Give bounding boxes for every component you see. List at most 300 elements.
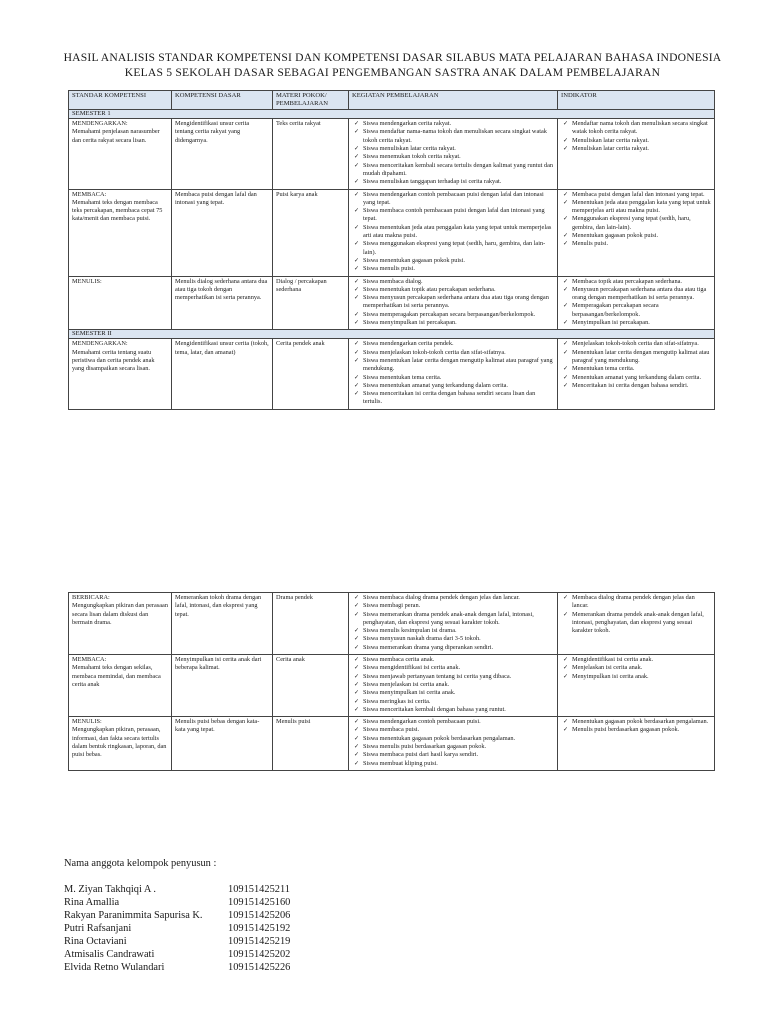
kegiatan-text: Siswa mendengarkan cerita pendek. [363, 340, 454, 348]
kegiatan-item [352, 673, 554, 681]
kegiatan-item [352, 390, 554, 407]
standar-kompetensi-cell [69, 655, 172, 717]
syllabus-table-page2 [68, 592, 715, 771]
indikator-item [561, 340, 711, 348]
indikator-item [561, 232, 711, 240]
table-row [69, 189, 715, 276]
checkmark-icon: ✓ [354, 294, 360, 302]
indikator-item [561, 319, 711, 327]
kegiatan-cell [349, 189, 558, 276]
checkmark-icon: ✓ [563, 365, 569, 373]
kegiatan-text: Siswa menceritakan kembali secara tertulis dengan kalimat yang runtut dan mudah dipahami. [363, 161, 554, 177]
checkmark-icon: ✓ [354, 751, 360, 759]
kegiatan-list [352, 656, 554, 714]
kegiatan-item [352, 319, 554, 327]
indikator-item [561, 365, 711, 373]
kegiatan-text: Siswa menceritakan kembali dengan bahasa yang runtut. [363, 705, 506, 713]
sk-label: BERBICARA: [72, 594, 110, 601]
sk-text: Mengungkapkan pikiran, perasaan, informasi, dan fakta secara tertulis dalam bentuk ringkasan, laporan, dan puisi bebas. [72, 726, 167, 759]
indikator-item [561, 137, 711, 145]
table-row [69, 655, 715, 717]
indikator-cell [558, 276, 715, 330]
indikator-text: Menyusun percakapan sederhana antara dua atau tiga orang dengan memperhatikan isi serta perannya. [572, 285, 707, 302]
kegiatan-text: Siswa menyimpulkan isi cerita anak. [363, 689, 456, 697]
checkmark-icon: ✓ [354, 153, 360, 161]
member-name: Rina Octaviani [64, 936, 127, 947]
indikator-item [561, 286, 711, 303]
materi-pokok-cell: Puisi karya anak [273, 189, 349, 276]
indikator-text: Menulis puisi. [572, 240, 609, 248]
member-row [64, 883, 290, 896]
checkmark-icon: ✓ [354, 672, 360, 680]
kegiatan-text: Siswa menentukan amanat yang terkandung dalam cerita. [363, 381, 508, 389]
member-nim: 109151425202 [228, 949, 291, 960]
kegiatan-item [352, 594, 554, 602]
kegiatan-item [352, 635, 554, 643]
indikator-text: Membaca dialog drama pendek dengan jelas dan lancar. [572, 594, 695, 610]
rows-semester2-continued [69, 593, 715, 771]
indikator-text: Menyimpulkan isi cerita anak. [572, 672, 649, 680]
sk-label: MENULIS: [72, 277, 102, 285]
kegiatan-text: Siswa menentukan latar cerita dengan mengutip kalimat atau paragraf yang mendukung. [363, 356, 553, 373]
indikator-text: Menentukan tema cerita. [572, 365, 635, 373]
checkmark-icon: ✓ [354, 390, 360, 398]
semester-row [69, 110, 715, 119]
member-row [64, 922, 290, 935]
indikator-item [561, 191, 711, 199]
kegiatan-text: Siswa mengidentifikasi isi cerita anak. [363, 664, 461, 672]
indikator-list [561, 656, 711, 681]
kegiatan-item [352, 698, 554, 706]
member-nim: 109151425226 [228, 962, 291, 973]
indikator-item [561, 349, 711, 366]
kegiatan-item [352, 382, 554, 390]
checkmark-icon: ✓ [354, 348, 360, 356]
checkmark-icon: ✓ [354, 356, 360, 364]
kompetensi-dasar-cell: Menulis dialog sederhana antara dua atau tiga tokoh dengan memperhatikan isi serta perannya. [172, 276, 273, 330]
kegiatan-cell [349, 593, 558, 655]
member-name: Putri Rafsanjani [64, 923, 132, 934]
checkmark-icon: ✓ [563, 340, 569, 348]
kegiatan-item [352, 145, 554, 153]
sk-text: Memahami teks dengan sekilas, membaca memindai, dan membaca cerita anak [72, 664, 161, 688]
table-row [69, 717, 715, 771]
sk-text: Memahami teks dengan membaca teks percakapan, membaca cepat 75 kata/menit dan membaca puisi. [72, 198, 163, 223]
checkmark-icon: ✓ [354, 340, 360, 348]
kegiatan-item [352, 311, 554, 319]
header-kompetensi-dasar: KOMPETENSI DASAR [172, 91, 273, 110]
sk-text: Memahami penjelasan narasumber dan cerita rakyat secara lisan. [72, 128, 160, 144]
kegiatan-text: Siswa memerankan drama pendek anak-anak dengan lafal, intonasi, penghayatan, dan ekspresi yang sesuai karakter tokoh. [363, 610, 534, 626]
indikator-item [561, 302, 711, 319]
checkmark-icon: ✓ [354, 178, 360, 186]
kegiatan-text: Siswa menjawab pertanyaan tentang isi cerita yang dibaca. [363, 672, 512, 680]
kegiatan-item [352, 286, 554, 294]
indikator-list [561, 718, 711, 735]
checkmark-icon: ✓ [354, 627, 360, 635]
materi-pokok-cell: Drama pendek [273, 593, 349, 655]
standar-kompetensi-cell [69, 717, 172, 771]
kegiatan-item [352, 224, 554, 241]
sk-text: Memahami cerita tentang suatu peristiwa dan cerita pendek anak yang disampaikan secara lisan. [72, 348, 155, 373]
indikator-text: Menggunakan ekspresi yang tepat (sedih, haru, gembira, dan lain-lain). [572, 215, 691, 231]
indikator-item [561, 382, 711, 390]
indikator-text: Memerankan drama pendek anak-anak dengan lafal, intonasi, penghayatan, dan ekspresi yang sesuai karakter tokoh. [572, 610, 704, 635]
indikator-cell [558, 593, 715, 655]
kegiatan-text: Siswa membaca puisi dari hasil karya sendiri. [363, 751, 479, 759]
checkmark-icon: ✓ [354, 602, 360, 610]
indikator-item [561, 594, 711, 611]
kegiatan-item [352, 278, 554, 286]
checkmark-icon: ✓ [563, 302, 569, 310]
member-nim: 109151425160 [228, 897, 291, 908]
indikator-text: Memperagakan percakapan secara berpasangan/berkelompok. [572, 302, 659, 318]
kegiatan-text: Siswa memerankan drama yang diperankan sendiri. [363, 643, 494, 651]
checkmark-icon: ✓ [354, 240, 360, 248]
indikator-item [561, 611, 711, 636]
checkmark-icon: ✓ [354, 734, 360, 742]
indikator-text: Mendaftar nama tokoh dan menuliskan secara singkat watak tokoh cerita rakyat. [572, 120, 708, 136]
checkmark-icon: ✓ [354, 656, 360, 664]
checkmark-icon: ✓ [563, 190, 569, 198]
indikator-text: Menentukan jeda atau penggalan kata yang tepat untuk memperjelas arti atau makna puisi. [572, 198, 711, 215]
member-name: Elvida Retno Wulandari [64, 962, 165, 973]
standar-kompetensi-cell [69, 276, 172, 330]
member-row [64, 909, 290, 922]
kegiatan-item [352, 760, 554, 768]
member-nim: 109151425219 [228, 936, 291, 947]
indikator-cell [558, 655, 715, 717]
member-rows [64, 883, 290, 974]
kompetensi-dasar-cell: Menyimpulkan isi cerita anak dari beberapa kalimat. [172, 655, 273, 717]
kegiatan-list [352, 340, 554, 406]
sk-label: MENDENGARKAN: [72, 120, 128, 128]
member-row [64, 896, 290, 909]
kegiatan-list [352, 120, 554, 186]
table-row [69, 593, 715, 655]
checkmark-icon: ✓ [563, 240, 569, 248]
indikator-item [561, 718, 711, 726]
kegiatan-item [352, 240, 554, 257]
kegiatan-item [352, 611, 554, 628]
header-standar-kompetensi: STANDAR KOMPETENSI [69, 91, 172, 110]
member-name: M. Ziyan Takhqiqi A . [64, 884, 157, 895]
checkmark-icon: ✓ [354, 697, 360, 705]
kompetensi-dasar-cell: Mengidentifikasi unsur cerita tentang cerita rakyat yang didengarnya. [172, 119, 273, 189]
checkmark-icon: ✓ [354, 207, 360, 215]
indikator-list [561, 278, 711, 328]
kegiatan-text: Siswa menjelaskan tokoh-tokoh cerita dan sifat-sifatnya. [363, 348, 506, 356]
kompetensi-dasar-cell: Menulis puisi bebas dengan kata-kata yang tepat. [172, 717, 273, 771]
member-name: Rakyan Paranimmita Sapurisa K. [64, 910, 203, 921]
standar-kompetensi-cell [69, 189, 172, 276]
indikator-text: Menceritakan isi cerita dengan bahasa sendiri. [572, 381, 689, 389]
kegiatan-item [352, 718, 554, 726]
kompetensi-dasar-cell: Memerankan tokoh drama dengan lafal, intonasi, dan ekspresi yang tepat. [172, 593, 273, 655]
checkmark-icon: ✓ [563, 319, 569, 327]
checkmark-icon: ✓ [563, 285, 569, 293]
kegiatan-text: Siswa membaca cerita anak. [363, 656, 435, 664]
member-list [64, 857, 290, 974]
checkmark-icon: ✓ [563, 718, 569, 726]
kegiatan-text: Siswa menggunakan ekspresi yang tepat (sedih, haru, gembira, dan lain-lain). [363, 240, 546, 256]
indikator-cell [558, 717, 715, 771]
checkmark-icon: ✓ [563, 610, 569, 618]
kegiatan-item [352, 726, 554, 734]
kegiatan-text: Siswa menulis puisi. [363, 265, 415, 273]
kegiatan-list [352, 278, 554, 328]
checkmark-icon: ✓ [354, 381, 360, 389]
kegiatan-item [352, 257, 554, 265]
indikator-item [561, 664, 711, 672]
checkmark-icon: ✓ [354, 190, 360, 198]
checkmark-icon: ✓ [354, 373, 360, 381]
indikator-text: Menentukan amanat yang terkandung dalam cerita. [572, 373, 702, 381]
kegiatan-text: Siswa menyusun naskah drama dari 3-5 tokoh. [363, 635, 481, 643]
checkmark-icon: ✓ [563, 726, 569, 734]
checkmark-icon: ✓ [563, 277, 569, 285]
kegiatan-text: Siswa mendengarkan contoh pembacaan puisi dengan lafal dan intonasi yang tepat. [363, 190, 544, 206]
syllabus-table-page1 [68, 90, 715, 410]
indikator-item [561, 199, 711, 216]
checkmark-icon: ✓ [563, 672, 569, 680]
kegiatan-cell [349, 655, 558, 717]
checkmark-icon: ✓ [354, 726, 360, 734]
kegiatan-list [352, 594, 554, 652]
kegiatan-text: Siswa menentukan tema cerita. [363, 373, 442, 381]
kegiatan-item [352, 664, 554, 672]
checkmark-icon: ✓ [354, 594, 360, 601]
checkmark-icon: ✓ [563, 232, 569, 240]
kegiatan-text: Siswa membaca dialog. [363, 277, 423, 285]
kegiatan-cell [349, 119, 558, 189]
kegiatan-item [352, 207, 554, 224]
semester-label: SEMESTER II [69, 330, 715, 339]
sk-label: MEMBACA: [72, 656, 107, 664]
checkmark-icon: ✓ [563, 136, 569, 144]
kegiatan-text: Siswa menemukan tokoh cerita rakyat. [363, 153, 461, 161]
checkmark-icon: ✓ [563, 348, 569, 356]
indikator-item [561, 726, 711, 734]
semester-label: SEMESTER 1 [69, 110, 715, 119]
checkmark-icon: ✓ [354, 705, 360, 713]
indikator-cell [558, 119, 715, 189]
kegiatan-item [352, 374, 554, 382]
materi-pokok-cell: Cerita anak [273, 655, 349, 717]
materi-pokok-cell: Cerita pendek anak [273, 339, 349, 409]
header-indikator: INDIKATOR [558, 91, 715, 110]
semester-row [69, 330, 715, 339]
kegiatan-text: Siswa menuliskan latar cerita rakyat. [363, 145, 456, 153]
indikator-item [561, 656, 711, 664]
checkmark-icon: ✓ [354, 277, 360, 285]
kegiatan-text: Siswa menuliskan tanggapan terhadap isi cerita rakyat. [363, 178, 502, 186]
checkmark-icon: ✓ [563, 120, 569, 128]
checkmark-icon: ✓ [354, 256, 360, 264]
kegiatan-text: Siswa membuat kliping puisi. [363, 759, 438, 767]
checkmark-icon: ✓ [354, 643, 360, 651]
kegiatan-item [352, 191, 554, 208]
indikator-item [561, 278, 711, 286]
kompetensi-dasar-cell: Membaca puisi dengan lafal dan intonasi yang tepat. [172, 189, 273, 276]
indikator-cell [558, 189, 715, 276]
checkmark-icon: ✓ [563, 198, 569, 206]
kegiatan-item [352, 743, 554, 751]
table-row [69, 339, 715, 409]
indikator-text: Membaca topik atau percakapan sederhana. [572, 277, 682, 285]
kegiatan-text: Siswa menentukan jeda atau penggalan kata yang tepat untuk memperjelas arti atau makna puisi. [363, 223, 552, 240]
indikator-text: Menuliskan latar cerita rakyat. [572, 145, 649, 153]
checkmark-icon: ✓ [354, 145, 360, 153]
kegiatan-item [352, 153, 554, 161]
table-row [69, 119, 715, 189]
kegiatan-text: Siswa memperagakan percakapan secara berpasangan/berkelompok. [363, 310, 536, 318]
indikator-text: Menulis puisi berdasarkan gagasan pokok. [572, 726, 680, 734]
sk-label: MEMBACA: [72, 190, 107, 198]
sk-label: MENULIS: [72, 718, 102, 726]
indikator-text: Mengidentifikasi isi cerita anak. [572, 656, 654, 664]
kegiatan-item [352, 162, 554, 179]
rows-semester1 [69, 119, 715, 330]
kegiatan-text: Siswa menentukan topik atau percakapan sederhana. [363, 285, 496, 293]
kegiatan-text: Siswa menentukan gagasan pokok puisi. [363, 256, 465, 264]
sk-text: Mengungkapkan pikiran dan perasaan secara lisan dalam diskusi dan bermain drama. [72, 602, 168, 626]
kegiatan-text: Siswa menjelaskan isi cerita anak. [363, 680, 450, 688]
kegiatan-item [352, 357, 554, 374]
kegiatan-item [352, 120, 554, 128]
kegiatan-text: Siswa mendengarkan cerita rakyat. [363, 120, 452, 128]
kegiatan-text: Siswa membaca dialog drama pendek dengan jelas dan lancar. [363, 594, 520, 601]
checkmark-icon: ✓ [354, 265, 360, 273]
standar-kompetensi-cell [69, 593, 172, 655]
kegiatan-list [352, 718, 554, 768]
kegiatan-item [352, 681, 554, 689]
indikator-item [561, 120, 711, 137]
kegiatan-text: Siswa mendengarkan contoh pembacaan puisi. [363, 718, 481, 726]
kegiatan-item [352, 706, 554, 714]
materi-pokok-cell: Dialog / percakapan sederhana [273, 276, 349, 330]
checkmark-icon: ✓ [354, 610, 360, 618]
checkmark-icon: ✓ [354, 664, 360, 672]
indikator-text: Menentukan gagasan pokok puisi. [572, 232, 659, 240]
checkmark-icon: ✓ [354, 285, 360, 293]
member-row [64, 935, 290, 948]
indikator-item [561, 673, 711, 681]
checkmark-icon: ✓ [563, 664, 569, 672]
materi-pokok-cell: Teks cerita rakyat [273, 119, 349, 189]
indikator-list [561, 340, 711, 390]
indikator-text: Menyimpulkan isi percakapan. [572, 319, 650, 327]
kegiatan-item [352, 656, 554, 664]
checkmark-icon: ✓ [354, 128, 360, 136]
kegiatan-cell [349, 717, 558, 771]
indikator-text: Menuliskan latar cerita rakyat. [572, 136, 649, 144]
checkmark-icon: ✓ [354, 161, 360, 169]
checkmark-icon: ✓ [354, 743, 360, 751]
checkmark-icon: ✓ [563, 145, 569, 153]
checkmark-icon: ✓ [563, 373, 569, 381]
kegiatan-cell [349, 339, 558, 409]
kegiatan-text: Siswa menentukan gagasan pokok berdasarkan pengalaman. [363, 734, 516, 742]
kegiatan-item [352, 602, 554, 610]
standar-kompetensi-cell [69, 339, 172, 409]
kegiatan-item [352, 689, 554, 697]
checkmark-icon: ✓ [354, 223, 360, 231]
indikator-list [561, 191, 711, 249]
checkmark-icon: ✓ [563, 594, 569, 601]
indikator-text: Menjelaskan isi cerita anak. [572, 664, 643, 672]
indikator-cell [558, 339, 715, 409]
kegiatan-text: Siswa menulis kesimpulan isi drama. [363, 627, 457, 635]
indikator-list [561, 120, 711, 153]
member-nim: 109151425192 [228, 923, 291, 934]
kegiatan-text: Siswa menyimpulkan isi percakapan. [363, 319, 457, 327]
kegiatan-text: Siswa membagi peran. [363, 602, 421, 610]
kegiatan-item [352, 644, 554, 652]
member-nim: 109151425211 [228, 884, 290, 895]
kegiatan-text: Siswa menyusun percakapan sederhana antara dua atau tiga orang dengan memperhatikan isi serta perannya. [363, 294, 549, 310]
rows-semester2 [69, 339, 715, 409]
kegiatan-list [352, 191, 554, 274]
checkmark-icon: ✓ [354, 759, 360, 767]
kegiatan-item [352, 627, 554, 635]
document-title: HASIL ANALISIS STANDAR KOMPETENSI DAN KOMPETENSI DASAR SILABUS MATA PELAJARAN BAHASA INDONESIA KELAS 5 SEKOLAH DASAR SEBAGAI PENGEMBANGAN SASTRA ANAK DALAM PEMBELAJARAN [63, 51, 722, 79]
indikator-item [561, 240, 711, 248]
table-row [69, 276, 715, 330]
checkmark-icon: ✓ [354, 635, 360, 643]
kegiatan-text: Siswa menulis puisi berdasarkan gagasan pokok. [363, 743, 487, 751]
indikator-text: Menentukan latar cerita dengan mengutip kalimat atau paragraf yang mendukung. [572, 348, 710, 364]
header-materi-pokok: MATERI POKOK/ PEMBELAJARAN [273, 91, 349, 110]
kegiatan-item [352, 265, 554, 273]
checkmark-icon: ✓ [563, 656, 569, 664]
member-name: Rina Amallia [64, 897, 120, 908]
checkmark-icon: ✓ [563, 215, 569, 223]
checkmark-icon: ✓ [354, 718, 360, 726]
kegiatan-text: Siswa mendaftar nama-nama tokoh dan menuliskan secara singkat watak tokoh cerita rakyat. [363, 128, 547, 144]
checkmark-icon: ✓ [563, 381, 569, 389]
kompetensi-dasar-cell: Mengidentifikasi unsur cerita (tokoh, tema, latar, dan amanat) [172, 339, 273, 409]
member-row [64, 961, 290, 974]
kegiatan-item [352, 128, 554, 145]
checkmark-icon: ✓ [354, 680, 360, 688]
indikator-item [561, 145, 711, 153]
indikator-text: Membaca puisi dengan lafal dan intonasi yang tepat. [572, 190, 705, 198]
member-nim: 109151425206 [228, 910, 291, 921]
materi-pokok-cell: Menulis puisi [273, 717, 349, 771]
kegiatan-item [352, 349, 554, 357]
sk-label: MENDENGARKAN: [72, 340, 128, 348]
indikator-item [561, 215, 711, 232]
kegiatan-item [352, 340, 554, 348]
kegiatan-item [352, 751, 554, 759]
table-header-row [69, 91, 715, 110]
kegiatan-item [352, 735, 554, 743]
kegiatan-cell [349, 276, 558, 330]
kegiatan-item [352, 178, 554, 186]
kegiatan-text: Siswa membaca contoh pembacaan puisi dengan lafal dan intonasi yang tepat. [363, 207, 545, 223]
indikator-text: Menentukan gagasan pokok berdasarkan pengalaman. [572, 718, 709, 726]
indikator-list [561, 594, 711, 635]
checkmark-icon: ✓ [354, 310, 360, 318]
indikator-item [561, 374, 711, 382]
kegiatan-text: Siswa membaca puisi. [363, 726, 420, 734]
kegiatan-text: Siswa menceritakan isi cerita dengan bahasa sendiri secara lisan dan tertulis. [363, 390, 536, 406]
kegiatan-item [352, 294, 554, 311]
kegiatan-text: Siswa meringkas isi cerita. [363, 697, 431, 705]
checkmark-icon: ✓ [354, 319, 360, 327]
standar-kompetensi-cell [69, 119, 172, 189]
